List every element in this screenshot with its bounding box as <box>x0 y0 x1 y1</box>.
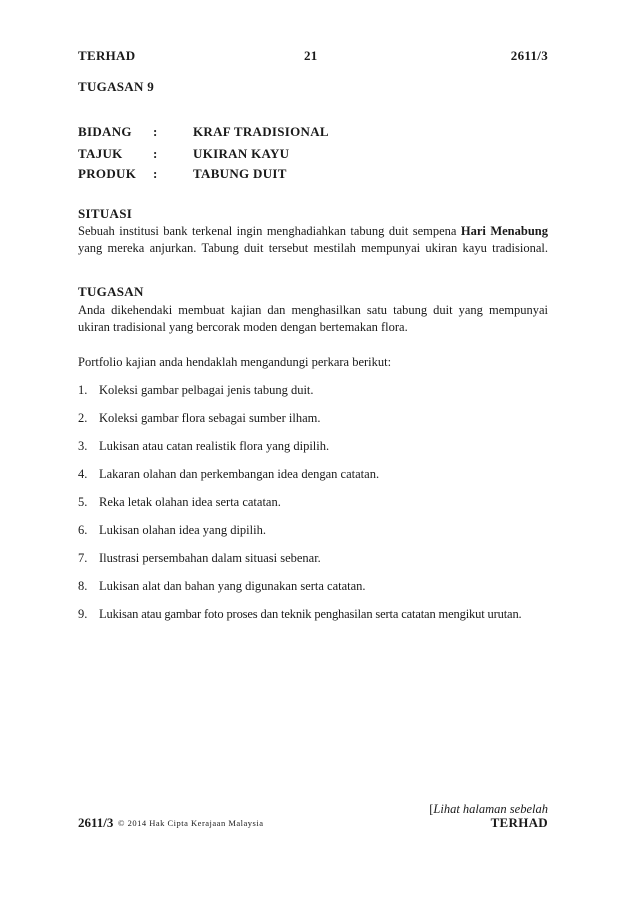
copyright-notice: © 2014 Hak Cipta Kerajaan Malaysia <box>118 818 264 828</box>
list-item <box>78 383 553 401</box>
meta-row-produk <box>78 166 558 184</box>
meta-row-bidang <box>78 124 558 142</box>
list-item <box>78 439 553 457</box>
list-item <box>78 579 553 597</box>
meta-value: UKIRAN KAYU <box>193 146 290 161</box>
footer-classification: TERHAD <box>490 815 548 830</box>
list-item-text: Lakaran olahan dan perkembangan idea dengan catatan. <box>99 467 380 481</box>
list-item-text: Lukisan atau catan realistik flora yang dipilih. <box>99 439 330 453</box>
footer-paper-code: 2611/3 <box>78 815 114 830</box>
list-item-number: 1. <box>78 383 88 397</box>
situasi-highlight: Hari Menabung <box>460 224 548 238</box>
list-item-text: Lukisan alat dan bahan yang digunakan serta catatan. <box>99 579 366 593</box>
note-bracket: [ <box>429 802 434 816</box>
portfolio-intro: Portfolio kajian anda hendaklah mengandungi perkara berikut: <box>78 355 392 369</box>
list-item <box>78 607 553 625</box>
meta-colon: : <box>153 124 158 139</box>
tugasan-paragraph <box>78 302 548 336</box>
meta-colon: : <box>153 166 158 181</box>
list-item-text: Lukisan olahan idea yang dipilih. <box>99 523 266 537</box>
list-item-text: Koleksi gambar flora sebagai sumber ilham. <box>99 411 321 425</box>
list-item <box>78 467 553 485</box>
situasi-line-1 <box>78 223 548 240</box>
tugasan-line-1: Anda dikehendaki membuat kajian dan menghasilkan satu tabung duit yang mempunyai <box>78 303 548 317</box>
list-item-number: 3. <box>78 439 88 453</box>
tugasan-heading: TUGASAN <box>78 284 144 299</box>
list-item-text: Lukisan atau gambar foto proses dan teknik penghasilan serta catatan mengikut urutan. <box>99 607 522 621</box>
list-item <box>78 551 553 569</box>
situasi-line-2: yang mereka anjurkan. Tabung duit tersebut mestilah mempunyai ukiran kayu tradisional. <box>78 241 548 255</box>
list-item-number: 8. <box>78 579 88 593</box>
meta-value: KRAF TRADISIONAL <box>193 124 329 139</box>
list-item-number: 7. <box>78 551 88 565</box>
list-item <box>78 411 553 429</box>
tugasan-line-2: ukiran tradisional yang bercorak moden dengan bertemakan flora. <box>78 320 408 334</box>
list-item <box>78 523 553 541</box>
list-item-number: 6. <box>78 523 88 537</box>
header-classification: TERHAD <box>78 48 136 63</box>
task-title: TUGASAN 9 <box>78 79 155 94</box>
list-item-text: Koleksi gambar pelbagai jenis tabung duit. <box>99 383 314 397</box>
list-item-text: Ilustrasi persembahan dalam situasi sebenar. <box>99 551 321 565</box>
list-item-number: 5. <box>78 495 88 509</box>
meta-key: TAJUK <box>78 146 123 161</box>
list-item-text: Reka letak olahan idea serta catatan. <box>99 495 281 509</box>
situasi-paragraph <box>78 223 548 257</box>
situasi-text: Sebuah institusi bank terkenal ingin menghadiahkan tabung duit sempena <box>78 224 461 238</box>
meta-value: TABUNG DUIT <box>193 166 287 181</box>
meta-colon: : <box>153 146 158 161</box>
page-number: 21 <box>304 48 318 63</box>
list-item-number: 9. <box>78 607 88 621</box>
note-text: Lihat halaman sebelah <box>433 802 548 816</box>
list-item-number: 2. <box>78 411 88 425</box>
meta-key: BIDANG <box>78 124 132 139</box>
situasi-heading: SITUASI <box>78 206 133 221</box>
meta-key: PRODUK <box>78 166 137 181</box>
meta-row-tajuk <box>78 146 558 164</box>
list-item <box>78 495 553 513</box>
header-paper-code: 2611/3 <box>510 48 548 63</box>
list-item-number: 4. <box>78 467 88 481</box>
